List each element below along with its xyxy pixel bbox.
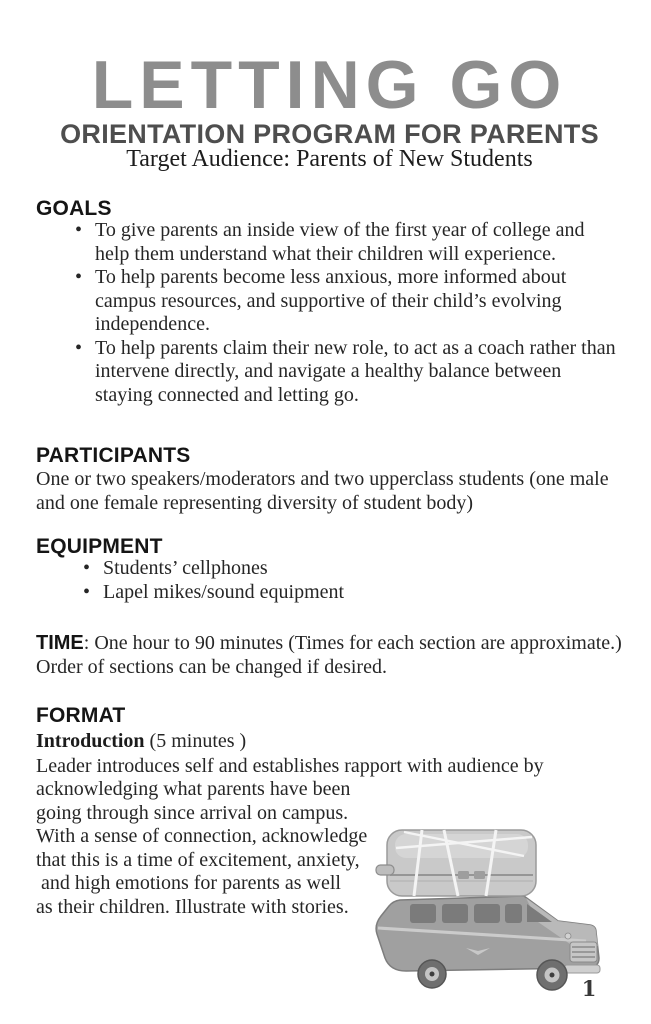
suitcase-latch <box>474 871 485 879</box>
car-shape <box>376 896 600 990</box>
car-windows <box>410 904 552 923</box>
intro-text-line: that this is a time of excitement, anxiety, <box>36 848 360 871</box>
equipment-heading: EQUIPMENT <box>36 535 163 558</box>
car-rear-wheel <box>418 960 446 988</box>
participants-heading: PARTICIPANTS <box>36 444 191 467</box>
goals-bullet-1: • To give parents an inside view of the first year of college and help them understand what their children will experience. <box>36 219 623 266</box>
car-front-wheel <box>537 960 567 990</box>
page-subtitle: ORIENTATION PROGRAM FOR PARENTS <box>60 119 599 149</box>
time-text: : One hour to 90 minutes (Times for each section are approximate.) Order of sections can be changed if desired. <box>36 632 622 678</box>
intro-text-line: and high emotions for parents as well <box>36 872 341 894</box>
suitcase-shape <box>376 830 536 896</box>
page-content <box>0 47 651 919</box>
page-number: 1 <box>581 976 597 1001</box>
equipment-list <box>36 557 623 604</box>
car-bumper <box>564 965 600 973</box>
intro-text-line: acknowledging what parents have been <box>36 778 351 800</box>
goals-bullet-3: • To help parents claim their new role, to act as a coach rather than intervene directly, and navigate a healthy balance between staying connected and letting go. <box>36 337 623 408</box>
goals-list <box>36 219 623 407</box>
target-audience-line: Target Audience: Parents of New Students <box>126 146 533 172</box>
introduction-line <box>36 730 623 754</box>
section-equipment <box>36 535 623 604</box>
equipment-bullet-1: • Students’ cellphones <box>36 557 623 581</box>
intro-text-line: With a sense of connection, acknowledge <box>36 825 368 847</box>
participants-text: One or two speakers/moderators and two upperclass students (one male and one female representing diversity of student body) <box>36 468 609 514</box>
introduction-label: Introduction <box>36 730 145 752</box>
equipment-bullet-2: • Lapel mikes/sound equipment <box>36 581 623 605</box>
time-paragraph <box>36 632 623 679</box>
toy-station-wagon-with-suitcase-image <box>374 828 604 992</box>
goals-heading: GOALS <box>36 197 112 220</box>
section-participants <box>36 444 623 515</box>
intro-text-line: as their children. Illustrate with stories. <box>36 895 349 918</box>
document-header <box>36 47 623 173</box>
intro-text-line: going through since arrival on campus. <box>36 801 349 824</box>
suitcase-latch <box>458 871 469 879</box>
section-goals <box>36 197 623 407</box>
format-heading: FORMAT <box>36 704 126 727</box>
suitcase-handle <box>376 865 394 875</box>
car-suitcase-illustration <box>374 828 604 992</box>
time-label: TIME <box>36 632 84 654</box>
goals-bullet-2: • To help parents become less anxious, more informed about campus resources, and supportive of their child’s evolving independence. <box>36 266 623 337</box>
section-time <box>36 632 623 679</box>
intro-text-line: Leader introduces self and establishes rapport with audience by <box>36 754 544 777</box>
introduction-duration: (5 minutes ) <box>144 730 247 752</box>
page-title: LETTING GO <box>91 47 568 123</box>
